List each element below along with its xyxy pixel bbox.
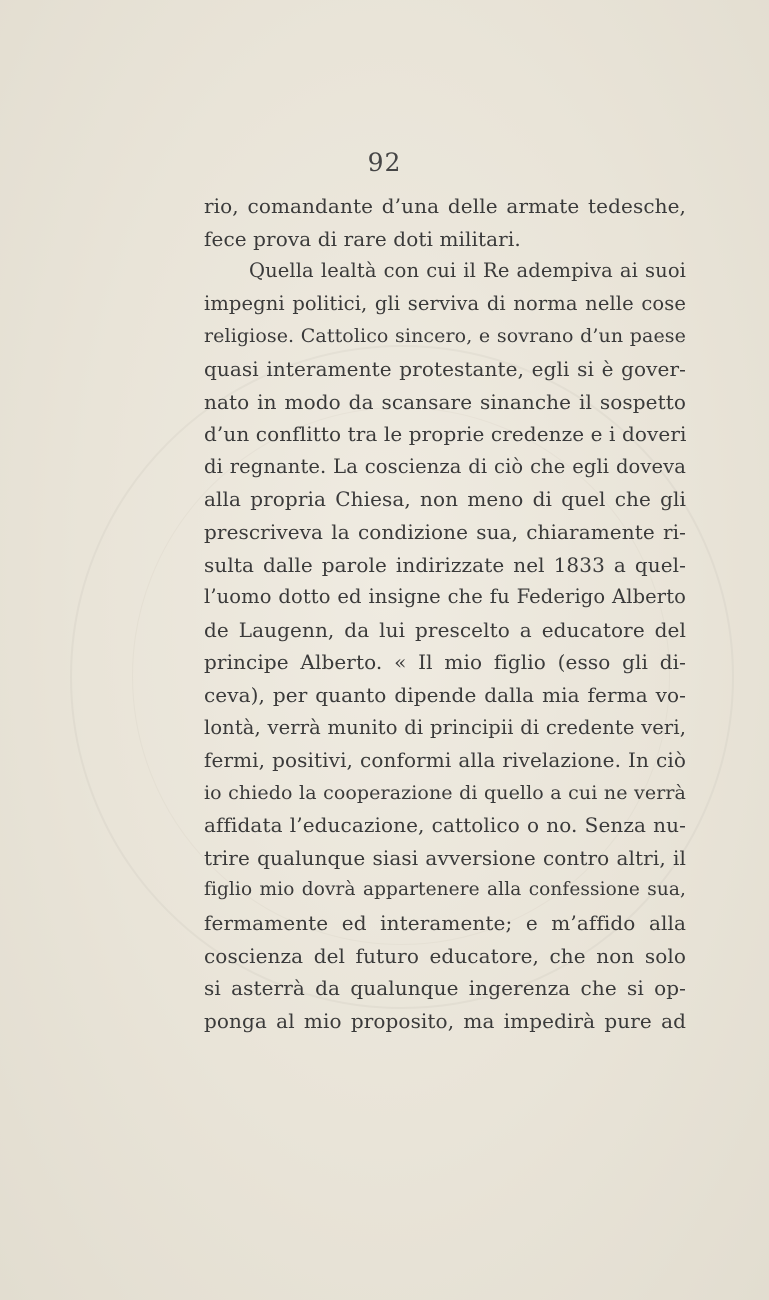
body-text	[204, 190, 686, 1037]
text-line: trire qualunque siasi avversione contro altri, il	[204, 845, 686, 870]
text-line: l’uomo dotto ed insigne che fu Federigo Alberto	[204, 585, 686, 609]
text-line: fermamente ed interamente; e m’affido alla	[204, 911, 686, 936]
text-line: ponga al mio proposito, ma impedirà pure ad	[204, 1008, 686, 1033]
text-line: lontà, verrà munito di principii di credente veri,	[204, 715, 686, 739]
text-line: rio, comandante d’una delle armate tedesche,	[204, 194, 686, 218]
text-line: sulta dalle parole indirizzate nel 1833 a quel-	[204, 552, 686, 577]
text-line: affidata l’educazione, cattolico o no. Senza nu-	[204, 813, 686, 838]
text-line: alla propria Chiesa, non meno di quel che gli	[204, 487, 686, 512]
text-line: coscienza del futuro educatore, che non solo	[204, 943, 686, 968]
text-line: io chiedo la cooperazione di quello a cui ne verrà	[204, 781, 686, 804]
text-line: fece prova di rare doti militari.	[204, 226, 521, 251]
text-line: principe Alberto. « Il mio figlio (esso gli di-	[204, 650, 686, 675]
text-line: de Laugenn, da lui prescelto a educatore del	[204, 617, 686, 642]
text-line: impegni politici, gli serviva di norma nelle cose	[204, 291, 686, 315]
text-line: di regnante. La coscienza di ciò che egli doveva	[204, 454, 686, 478]
text-line: nato in modo da scansare sinanche il sospetto	[204, 389, 686, 414]
page-number: 92	[367, 148, 402, 177]
text-line: si asterrà da qualunque ingerenza che si op-	[204, 976, 686, 1001]
text-line: prescriveva la condizione sua, chiaramente ri-	[204, 519, 686, 544]
text-line: religiose. Cattolico sincero, e sovrano d’un paese	[204, 325, 686, 348]
text-line: quasi interamente protestante, egli si è gover-	[204, 356, 686, 381]
text-line: Quella lealtà con cui il Re adempiva ai suoi	[249, 259, 686, 283]
text-line: d’un conflitto tra le proprie credenze e i doveri	[204, 422, 687, 447]
text-line: ceva), per quanto dipende dalla mia ferma vo-	[204, 682, 686, 707]
text-line: figlio mio dovrà appartenere alla confessione sua,	[204, 879, 686, 901]
text-line: fermi, positivi, conformi alla rivelazione. In ciò	[204, 748, 686, 773]
